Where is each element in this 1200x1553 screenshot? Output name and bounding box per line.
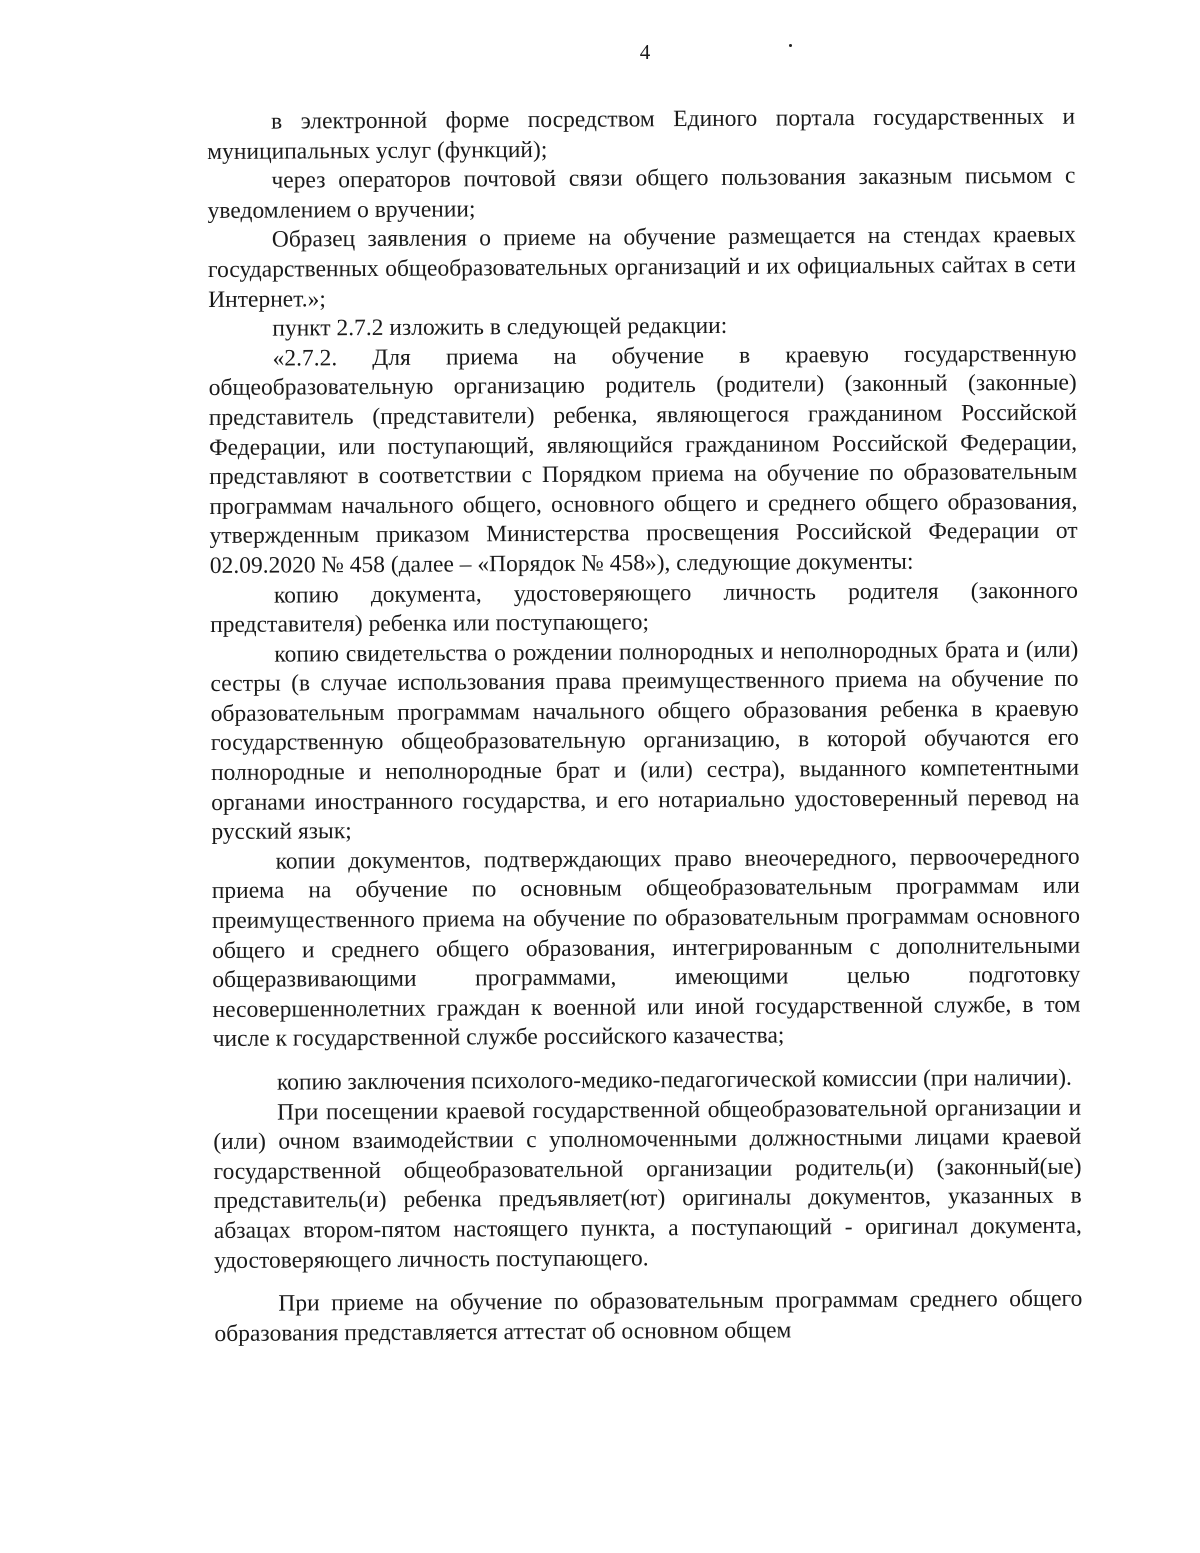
paragraph-application-sample: Образец заявления о приеме на обучение размещается на стендах краевых государственных общеобразовательных организаций и их официальных сайтах в сети Интернет.»; [207,222,1077,313]
paragraph-birth-certificate: копию свидетельства о рождении полнородных и неполнородных брата и (или) сестры (в случае использования права преимущественного приема на обучение по образовательным программам начального общего образования ребенка в краевую государственную общеобразовательную организацию, в которой обучаются его полнородные и неполнородные брат и (или) сестра), выданного компетентными органами иностранного государства, и его нотариально удостоверенный перевод на русский язык; [210,636,1080,846]
paragraph-priority-documents: копии документов, подтверждающих право внеочередного, первоочередного приема на обучение по основным общеобразовательным программам или преимущественного приема на обучение по образовательным программам основного общего и среднего общего образования, интегрированным с дополнительными общеразвивающими программами, имеющими целью подготовку несовершеннолетних граждан к военной или иной государственной службе, в том числе к государственной службе российского казачества; [211,843,1081,1053]
paragraph-postal-operators: через операторов почтовой связи общего пользования заказным письмом с уведомлением о вручении; [207,162,1076,224]
page-number: 4 [639,40,651,64]
paragraph-in-person-visit: При посещении краевой государственной общеобразовательной организации и (или) очном взаимодействии с уполномоченными должностными лицами краевой государственной общеобразовательной организации родитель(и) (законный(ые) представитель(и) ребенка предъявляет(ют) оригиналы документов, указанных в абзацах втором-пятом настоящего пункта, а поступающий - оригинал документа, удостоверяющего личность поступающего. [213,1094,1082,1274]
document-body [207,103,1083,1350]
paragraph-secondary-education: При приеме на обучение по образовательным программам среднего общего образования представляется аттестат об основном общем [214,1285,1083,1347]
paragraph-item-2-7-2: «2.7.2. Для приема на обучение в краевую государственную общеобразовательную организацию родитель (родители) (законный (законные) представитель (представители) ребенка, являющегося гражданином Российской Федерации, или поступающий, являющийся гражданином Российской Федерации, представляют в соответствии с Порядком приема на обучение по образовательным программам начального общего, основного общего и среднего общего образования, утвержденным приказом Министерства просвещения Российской Федерации от 02.09.2020 № 458 (далее – «Порядок № 458»), следующие документы: [208,340,1078,579]
paragraph-item-amendment: пункт 2.7.2 изложить в следующей редакции: [272,312,728,342]
scan-speck [789,44,792,47]
paragraph-commission-conclusion: копию заключения психолого-медико-педагогической комиссии (при наличии). [276,1064,1072,1096]
paragraph-electronic-form: в электронной форме посредством Единого портала государственных и муниципальных услуг (функций); [207,103,1076,165]
paragraph-identity-document: копию документа, удостоверяющего личность родителя (законного представителя) ребенка или поступающего; [210,577,1079,639]
